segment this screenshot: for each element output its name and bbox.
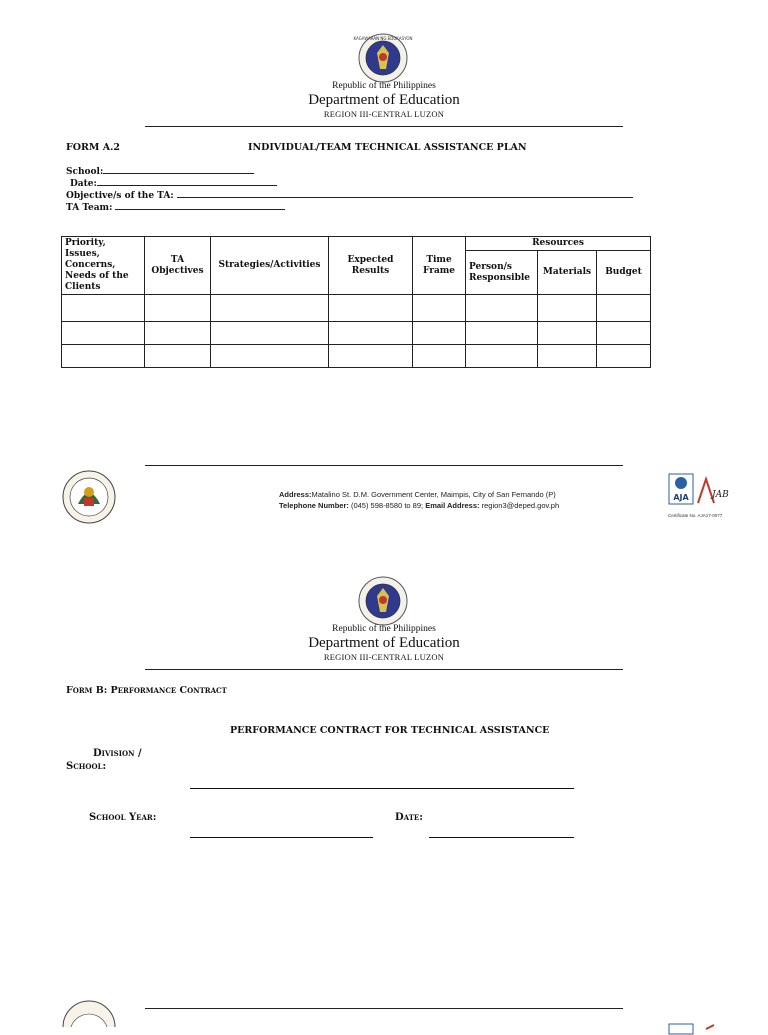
date-label-b: Date:	[395, 812, 423, 823]
form-b-title: PERFORMANCE CONTRACT FOR TECHNICAL ASSISTANCE	[230, 725, 550, 736]
table-cell[interactable]	[62, 322, 145, 345]
email-value: region3@deped.gov.ph	[479, 501, 560, 510]
address-value: Matalino St. D.M. Government Center, Maimpis, City of San Fernando (P)	[311, 490, 556, 499]
school-blank[interactable]	[103, 165, 254, 174]
table-cell[interactable]	[466, 295, 538, 322]
region-text: REGION III-CENTRAL LUZON	[323, 109, 445, 119]
table-cell[interactable]	[211, 295, 329, 322]
ta-plan-table	[61, 236, 651, 368]
region-text: REGION III-CENTRAL LUZON	[323, 652, 445, 662]
table-cell[interactable]	[329, 322, 413, 345]
table-cell[interactable]	[466, 345, 538, 368]
date-blank[interactable]	[97, 177, 277, 186]
email-label: Email Address:	[425, 501, 480, 510]
table-row	[62, 322, 651, 345]
table-cell[interactable]	[329, 295, 413, 322]
col-priority-header: Priority, Issues, Concerns, Needs of the Clients	[62, 237, 145, 295]
division-school-line[interactable]	[190, 788, 574, 789]
phone-label: Telephone Number:	[279, 501, 349, 510]
col-ta-objectives-header: TA Objectives	[145, 237, 211, 295]
school-year-line[interactable]	[190, 837, 373, 838]
table-cell[interactable]	[413, 295, 466, 322]
ta-team-blank[interactable]	[115, 201, 285, 210]
address-label: Address:	[279, 490, 312, 499]
ta-team-label: TA Team:	[66, 203, 113, 213]
division-label: Division /	[93, 748, 142, 759]
aja-certification-logo	[668, 473, 729, 517]
table-cell[interactable]	[597, 322, 651, 345]
department-title: Department of Education	[308, 635, 460, 651]
col-materials-header: Materials	[538, 251, 597, 295]
table-cell[interactable]	[413, 345, 466, 368]
phone-value: (045) 598-8580 to 89;	[348, 501, 426, 510]
table-cell[interactable]	[597, 295, 651, 322]
table-cell[interactable]	[62, 345, 145, 368]
col-time-frame-header: Time Frame	[413, 237, 466, 295]
footer-divider	[145, 1008, 623, 1009]
table-cell[interactable]	[62, 295, 145, 322]
deped-regional-seal	[62, 470, 116, 528]
aja-text: AJA	[673, 493, 689, 502]
republic-text: Republic of the Philippines	[332, 81, 436, 91]
table-row	[62, 345, 651, 368]
jab-text: JAB	[712, 490, 729, 500]
table-cell[interactable]	[466, 322, 538, 345]
certificate-number: Certificate No. AJA17-0077	[668, 513, 723, 518]
date-line[interactable]	[429, 837, 574, 838]
col-budget-header: Budget	[597, 251, 651, 295]
svg-text:KAGAWARAN NG EDUKASYON: KAGAWARAN NG EDUKASYON	[353, 36, 413, 41]
form-b-label: Form B: Performance Contract	[66, 685, 227, 696]
table-cell[interactable]	[597, 345, 651, 368]
col-strategies-header: Strategies/Activities	[211, 237, 329, 295]
deped-regional-seal	[62, 1012, 116, 1031]
table-cell[interactable]	[329, 345, 413, 368]
objectives-blank[interactable]	[177, 189, 633, 198]
table-cell[interactable]	[538, 322, 597, 345]
department-title: Department of Education	[308, 92, 460, 108]
school-label-b: School:	[66, 761, 107, 772]
date-label: Date:	[70, 179, 97, 189]
col-expected-results-header: Expected Results	[329, 237, 413, 295]
table-cell[interactable]	[538, 345, 597, 368]
footer-address-block	[279, 489, 559, 511]
table-row	[62, 295, 651, 322]
table-cell[interactable]	[413, 322, 466, 345]
form-a-title: INDIVIDUAL/TEAM TECHNICAL ASSISTANCE PLAN	[248, 142, 527, 153]
col-person-responsible-header: Person/s Responsible	[466, 251, 538, 295]
resources-header: Resources	[466, 237, 651, 251]
table-cell[interactable]	[538, 295, 597, 322]
deped-seal-top	[353, 33, 413, 87]
header-divider	[145, 669, 623, 670]
header-divider	[145, 126, 623, 127]
letterhead	[0, 623, 768, 662]
aja-certification-logo	[668, 1016, 726, 1035]
table-cell[interactable]	[145, 345, 211, 368]
objectives-label: Objective/s of the TA:	[66, 191, 174, 201]
deped-seal-top	[358, 576, 408, 630]
table-cell[interactable]	[145, 322, 211, 345]
school-label: School:	[66, 167, 104, 177]
republic-text: Republic of the Philippines	[332, 624, 436, 634]
table-cell[interactable]	[211, 322, 329, 345]
table-cell[interactable]	[145, 295, 211, 322]
ta-team-field[interactable]	[66, 201, 285, 214]
footer-divider	[145, 465, 623, 466]
school-year-label: School Year:	[89, 812, 157, 823]
letterhead	[0, 80, 768, 119]
table-cell[interactable]	[211, 345, 329, 368]
form-a-label: FORM A.2	[66, 142, 121, 153]
